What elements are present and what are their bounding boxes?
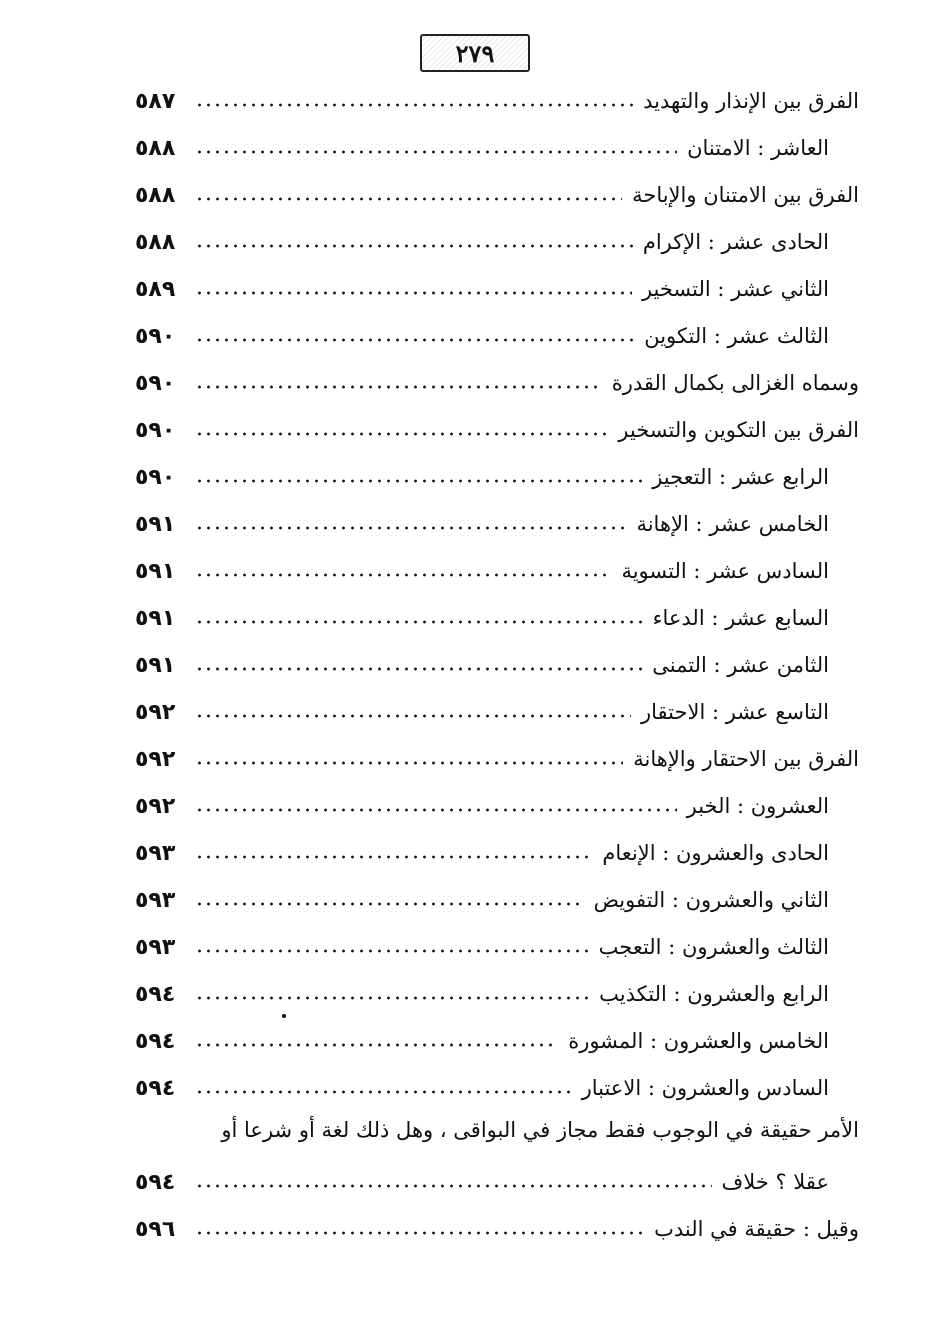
toc-entry (135, 930, 859, 964)
toc-title: التاسع عشر : الاحتقار (641, 700, 829, 724)
toc-title: السادس والعشرون : الاعتبار (581, 1076, 829, 1100)
toc-entry (135, 319, 859, 353)
toc-page-number: ٥٩٠ (135, 323, 176, 349)
dot-leader (195, 289, 632, 297)
dot-leader (195, 101, 633, 109)
dot-leader (195, 430, 608, 438)
toc-page-number: ٥٩١ (135, 511, 176, 537)
toc-entry (135, 366, 859, 400)
toc-page-number: ٥٩٤ (135, 1169, 176, 1195)
toc-page-number: ٥٩٤ (135, 1075, 176, 1101)
toc-entry (135, 272, 859, 306)
toc-page-number: ٥٩٦ (135, 1216, 176, 1242)
toc-page-number: ٥٩٠ (135, 464, 176, 490)
toc-page-number: ٥٨٨ (135, 182, 176, 208)
toc-title: الخامس والعشرون : المشورة (568, 1029, 829, 1053)
toc-title: السادس عشر : التسوية (621, 559, 829, 583)
toc-entry (135, 836, 859, 870)
dot-leader (195, 759, 623, 767)
toc-page-number: ٥٩٤ (135, 1028, 176, 1054)
toc-page-number: ٥٨٧ (135, 88, 176, 114)
toc-title: العشرون : الخبر (686, 794, 829, 818)
dot-leader (195, 618, 643, 626)
dot-leader (195, 242, 633, 250)
dot-leader (195, 665, 642, 673)
toc-title: الثاني عشر : التسخير (641, 277, 829, 301)
toc-page-number: ٥٨٩ (135, 276, 176, 302)
toc-title: الثالث عشر : التكوين (644, 324, 829, 348)
toc-page-number: ٥٩١ (135, 558, 176, 584)
dot-leader (195, 806, 677, 814)
toc-page-number: ٥٩١ (135, 605, 176, 631)
dot-leader (195, 383, 602, 391)
toc-page-number: ٥٩٠ (135, 417, 176, 443)
toc-page-number: ٥٩١ (135, 652, 176, 678)
dot-leader (195, 712, 631, 720)
toc-entry (135, 1024, 859, 1058)
toc-entry (135, 225, 859, 259)
toc-entry (135, 977, 859, 1011)
dot-leader (195, 524, 626, 532)
toc-title: العاشر : الامتنان (687, 136, 829, 160)
dot-leader (195, 994, 589, 1002)
toc-entry (135, 1165, 859, 1199)
page-number: ٢٧٩ (420, 34, 530, 72)
toc-page-number: ٥٩٢ (135, 793, 176, 819)
toc-page-number: ٥٩٢ (135, 746, 176, 772)
toc-title: الفرق بين الإنذار والتهديد (643, 89, 859, 113)
toc-page-number: ٥٩٢ (135, 699, 176, 725)
dot-leader (195, 900, 584, 908)
dot-leader (195, 148, 677, 156)
stray-dot (282, 1014, 286, 1018)
toc-paragraph-line: الأمر حقيقة في الوجوب فقط مجاز في البواقى ، وهل ذلك لغة أو شرعا أو (221, 1118, 859, 1142)
toc-entry (135, 883, 859, 917)
dot-leader (195, 1088, 572, 1096)
toc-page-number: ٥٩٤ (135, 981, 176, 1007)
toc-title: الفرق بين الامتنان والإباحة (632, 183, 859, 207)
toc-entry (135, 1212, 859, 1246)
toc-entry (135, 648, 859, 682)
toc-entry (135, 789, 859, 823)
toc-entry (135, 507, 859, 541)
dot-leader (195, 195, 622, 203)
toc-title: الحادى عشر : الإكرام (642, 230, 829, 254)
toc-page-number: ٥٨٨ (135, 229, 176, 255)
toc-title: الثالث والعشرون : التعجب (598, 935, 829, 959)
toc-entry (135, 460, 859, 494)
toc-entry (135, 84, 859, 118)
dot-leader (195, 1229, 644, 1237)
dot-leader (195, 853, 592, 861)
toc-title: الخامس عشر : الإهانة (636, 512, 829, 536)
toc-entry (135, 178, 859, 212)
toc-page-number: ٥٩٠ (135, 370, 176, 396)
toc-entry (135, 413, 859, 447)
toc-title: الثاني والعشرون : التفويض (593, 888, 829, 912)
toc-page-number: ٥٩٣ (135, 840, 176, 866)
toc-title: الفرق بين التكوين والتسخير (618, 418, 859, 442)
toc-entry (135, 554, 859, 588)
toc-entry (135, 742, 859, 776)
toc-title: الحادى والعشرون : الإنعام (602, 841, 829, 865)
toc-title: وقيل : حقيقة في الندب (654, 1217, 859, 1241)
toc-title: السابع عشر : الدعاء (652, 606, 829, 630)
dot-leader (195, 571, 611, 579)
dot-leader (195, 947, 589, 955)
toc-title: وسماه الغزالى بكمال القدرة (611, 371, 859, 395)
toc-page-number: ٥٩٣ (135, 934, 176, 960)
toc-title: عقلا ؟ خلاف (721, 1170, 829, 1194)
toc-title: الثامن عشر : التمنى (652, 653, 829, 677)
dot-leader (195, 1041, 558, 1049)
toc-entry (135, 601, 859, 635)
dot-leader (195, 336, 634, 344)
toc-entry (135, 695, 859, 729)
toc-title: الرابع عشر : التعجيز (652, 465, 829, 489)
dot-leader (195, 1182, 712, 1190)
toc-page-number: ٥٩٣ (135, 887, 176, 913)
toc-page-number: ٥٨٨ (135, 135, 176, 161)
toc-title: الرابع والعشرون : التكذيب (599, 982, 829, 1006)
toc-entry (135, 1071, 859, 1105)
toc-title: الفرق بين الاحتقار والإهانة (633, 747, 859, 771)
dot-leader (195, 477, 642, 485)
toc-entry (135, 131, 859, 165)
